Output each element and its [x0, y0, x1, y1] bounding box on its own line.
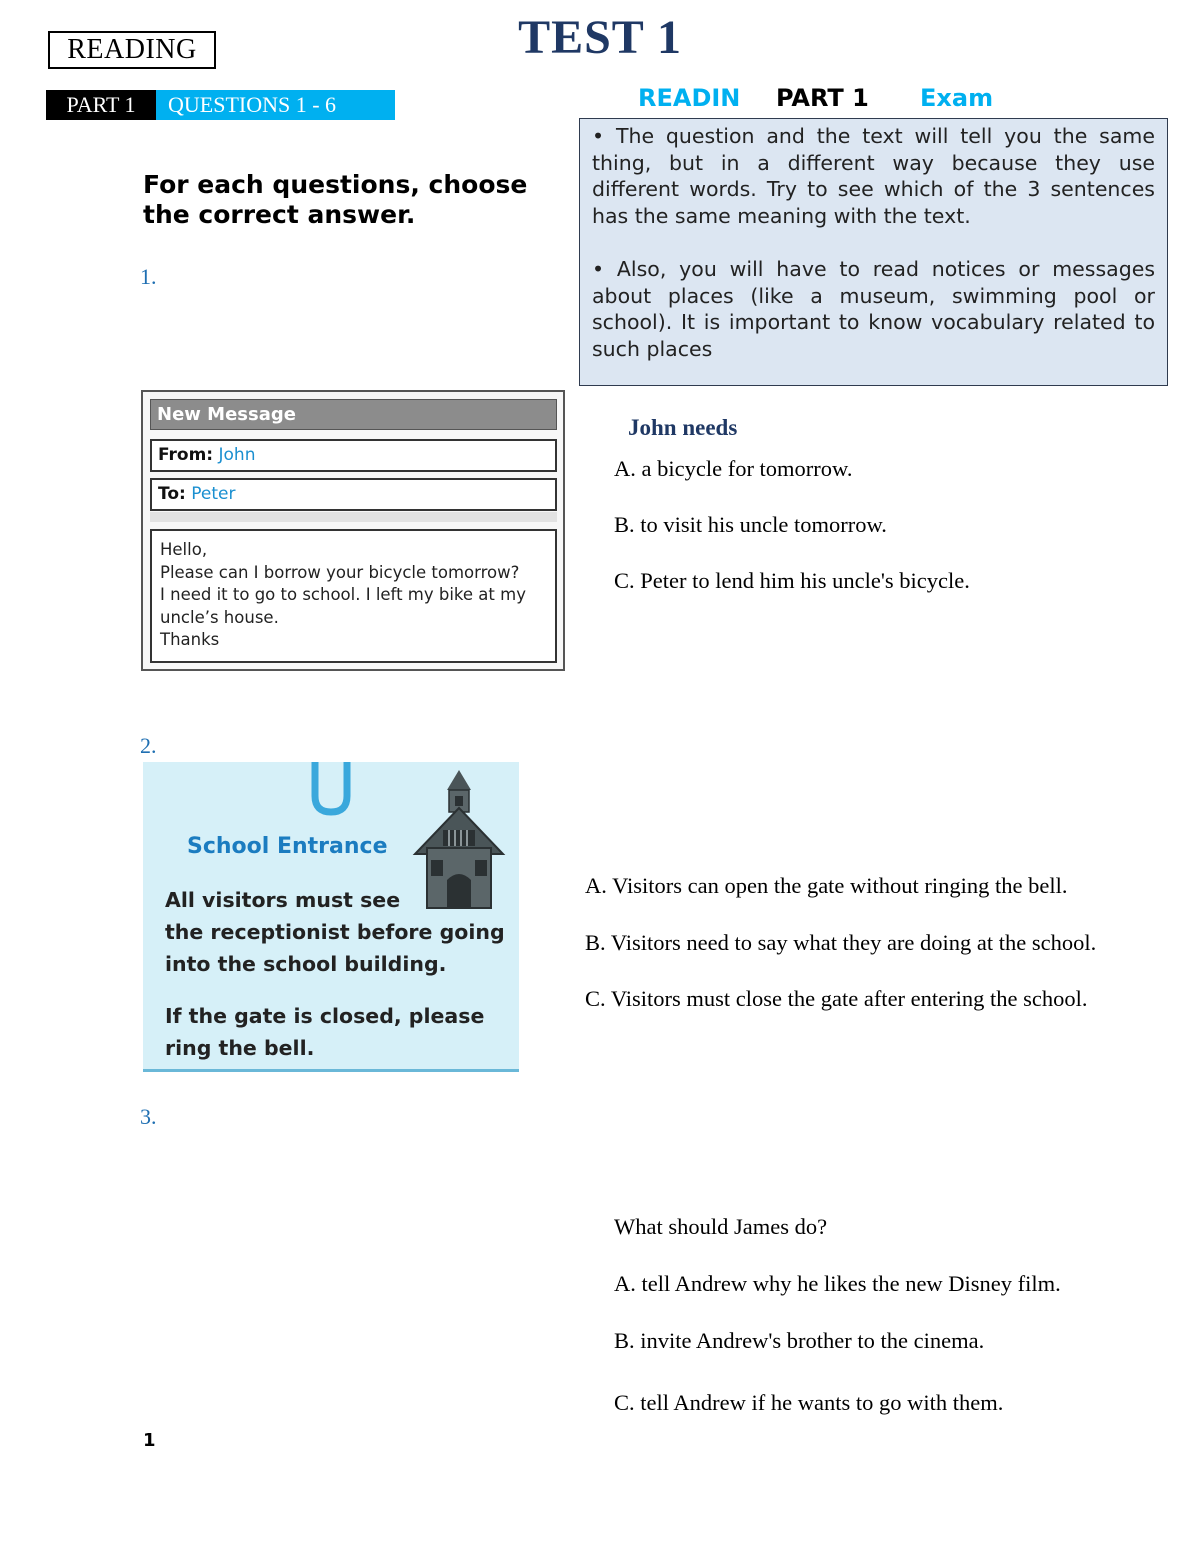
notice-line: All visitors must see	[165, 888, 401, 912]
tips-header-reading: READIN	[638, 84, 741, 112]
option-b[interactable]: B. to visit his uncle tomorrow.	[614, 512, 887, 537]
option-b[interactable]: B. Visitors need to say what they are doing at the school.	[585, 930, 1097, 955]
notice-line: ring the bell.	[165, 1036, 315, 1060]
section-label: READING	[48, 31, 216, 69]
from-label: From:	[158, 445, 214, 465]
message-body	[150, 529, 557, 663]
tip-paragraph: • The question and the text will tell you the same thing, but in a different way because they use different words. Try to see which of the 3 sentences has the same meaning with the text.	[592, 124, 1155, 228]
notice-title: School Entrance	[187, 834, 388, 859]
school-notice	[143, 762, 519, 1072]
question-stem: John needs	[628, 415, 738, 440]
question-number: 2.	[140, 733, 157, 758]
to-field	[150, 478, 557, 511]
paper-clip-icon	[301, 762, 361, 818]
notice-line: into the school building.	[165, 952, 447, 976]
question-number: 3.	[140, 1104, 157, 1129]
option-c[interactable]: C. Peter to lend him his uncle's bicycle.	[614, 568, 970, 593]
notice-line: If the gate is closed, please	[165, 1004, 485, 1028]
message-card	[141, 390, 565, 671]
message-line: uncle’s house.	[160, 607, 279, 627]
question-stem: What should James do?	[614, 1214, 828, 1239]
option-a[interactable]: A. a bicycle for tomorrow.	[614, 456, 853, 481]
message-header: New Message	[150, 399, 557, 430]
from-field	[150, 439, 557, 472]
option-c[interactable]: C. Visitors must close the gate after entering the school.	[585, 986, 1088, 1011]
part-bar	[46, 90, 395, 120]
question-number: 1.	[140, 264, 157, 289]
from-value: John	[218, 445, 256, 465]
notice-line: the receptionist before going	[165, 920, 505, 944]
option-b[interactable]: B. invite Andrew's brother to the cinema.	[614, 1328, 985, 1353]
option-c[interactable]: C. tell Andrew if he wants to go with them.	[614, 1390, 1004, 1415]
divider	[150, 512, 557, 522]
option-a[interactable]: A. tell Andrew why he likes the new Disney film.	[614, 1271, 1061, 1296]
tip-paragraph: • Also, you will have to read notices or messages about places (like a museum, swimming pool or school). It is important to know vocabulary related to such places	[592, 257, 1155, 361]
tips-header-exam: Exam	[920, 84, 994, 112]
message-line: Please can I borrow your bicycle tomorrow?	[160, 562, 520, 582]
message-line: I need it to go to school. I left my bike at my	[160, 585, 526, 604]
to-value: Peter	[191, 484, 236, 504]
part-label: PART 1	[46, 90, 156, 120]
tips-header-part: PART 1	[776, 84, 869, 112]
option-a[interactable]: A. Visitors can open the gate without ringing the bell.	[585, 873, 1068, 898]
message-line: Hello,	[160, 540, 208, 559]
page-number: 1	[143, 1430, 156, 1451]
test-title: TEST 1	[518, 11, 682, 64]
exam-tips-box	[579, 118, 1168, 386]
to-label: To:	[158, 484, 186, 504]
message-line: Thanks	[160, 630, 220, 649]
schoolhouse-icon	[411, 768, 507, 910]
instructions: For each questions, choose the correct answer.	[143, 170, 528, 229]
questions-label: QUESTIONS 1 - 6	[156, 90, 395, 120]
